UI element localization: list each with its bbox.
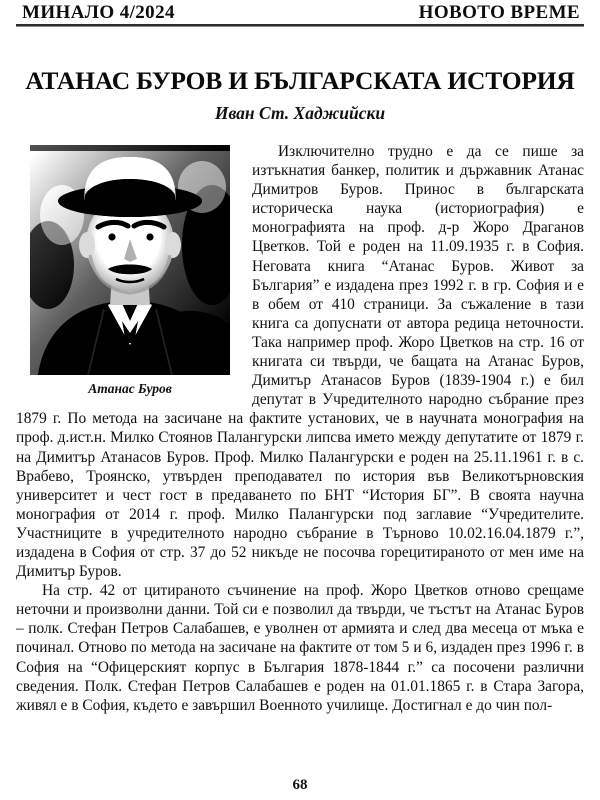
running-head-left: МИНАЛО 4/2024 xyxy=(22,2,175,23)
page-number: 68 xyxy=(292,777,308,793)
article-body xyxy=(14,142,586,715)
figure-caption: Атанас Буров xyxy=(88,381,172,396)
header-divider-rule xyxy=(16,24,584,27)
portrait-photo-atanas-burov xyxy=(30,145,230,375)
portrait-illustration xyxy=(30,145,230,375)
running-head xyxy=(14,0,586,23)
running-head-right: НОВОТО ВРЕМЕ xyxy=(418,2,580,23)
article-title: АТАНАС БУРОВ И БЪЛГАРСКАТА ИСТОРИЯ xyxy=(25,66,575,95)
paragraph-1: Изключително трудно е да се пише за изтъкнатия банкер, политик и държавник Атанас Димитров Буров. Принос в българската историческа наука (историография) е монографията на проф. д-р Жоро Драганов Цветков. Той е роден на 11.09.1935 г. в София. Неговата книга “Атанас Буров. Живот за България” е издадена през 1992 г. в гр. София и е в обем от 410 страници. За съжаление в тази книга са допуснати от автора редица неточности. Така например проф. Жоро Цветков на стр. 16 от книгата си твърди, че бащата на Атанас Буров, Димитър Атанасов Буров (1839-1904 г.) е бил депутат в Учредителното народно събрание през 1879 г. По метода на засичане на фактите установих, че в научната монография на проф. д.ист.н. Милко Стоянов Палангурски липсва името между депутатите от 1879 г. на Димитър Атанасов Буров. Проф. Милко Палангурски е роден на 25.11.1961 г. в с. Врабево, Троянско, утвърден преподавател по история във Великотърновския университет и чест гост в предаването по БНТ “История БГ”. В своята научна монография от 2014 г. проф. Милко Палангурски под заглавие “Учредителите. Участниците в учредителното народно събрание в Търново 10.02.16.04.1879 г.”, издадена в София от стр. 37 до 52 никъде не посочва горецитираното от мен име на Димитър Буров. xyxy=(16,143,584,581)
article-author: Иван Ст. Хаджийски xyxy=(214,103,386,123)
figure-portrait xyxy=(30,145,238,397)
title-block xyxy=(14,67,586,124)
paragraph-2: На стр. 42 от цитираното съчинение на проф. Жоро Цветков отново срещаме неточни и произволни данни. Той си е позволил да твърди, че тъстът на Атанас Буров – полк. Стефан Петров Салабашев, е уволнен от армията и след два месеца от мъка е починал. Отново по метода на засичане на фактите от том 5 и 6, издаден през 1996 г. в София на “Офицерският корпус в България 1878-1844 г.” са посочени различни сведения. Полк. Стефан Петров Салабашев е роден на 01.01.1865 г. в Стара Загора, живял е в София, където е завършил Военното училище. Достигнал е до чин пол- xyxy=(16,582,584,714)
